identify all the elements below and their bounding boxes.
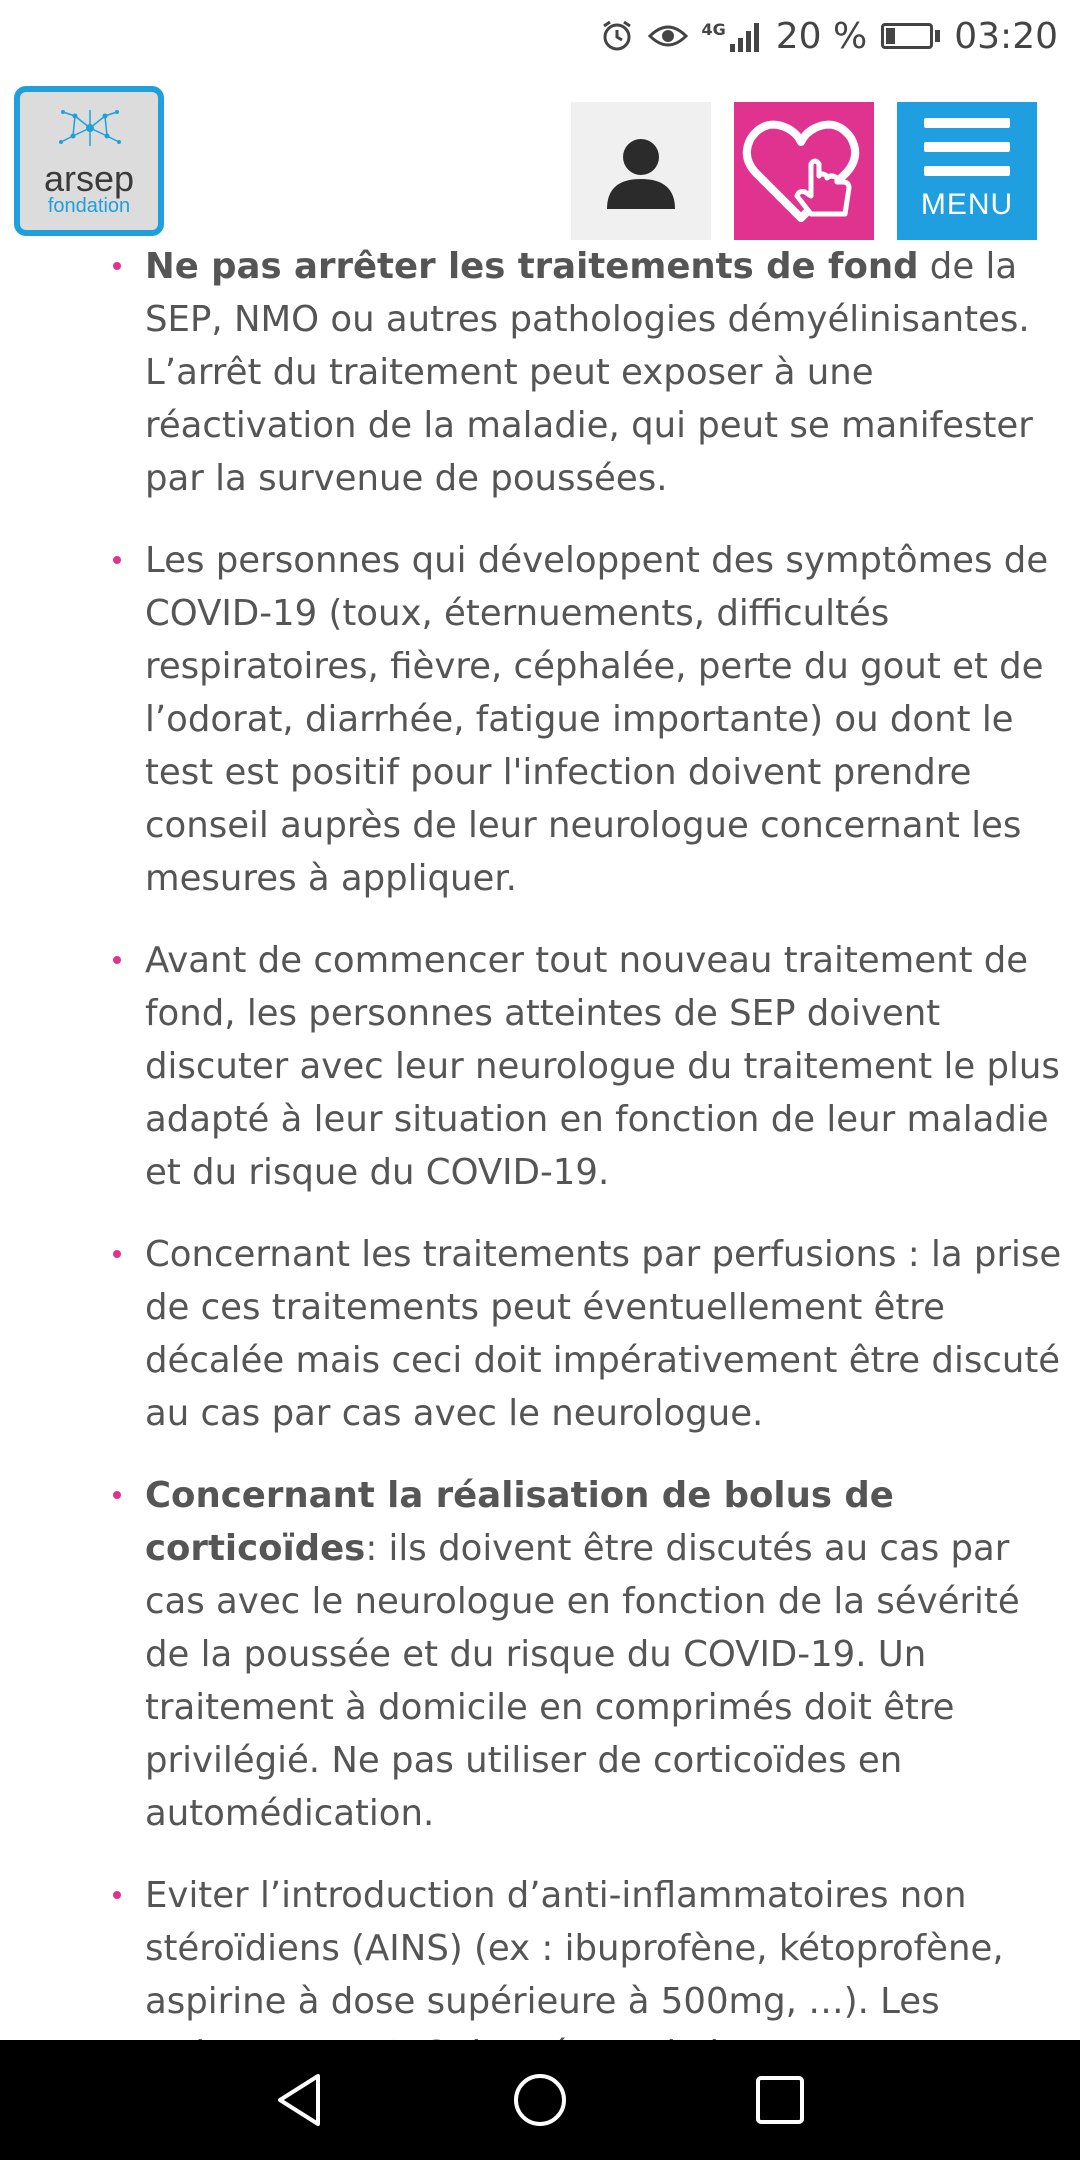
item-bold: Ne pas arrêter les traitements de fond (145, 246, 919, 287)
back-triangle-icon (274, 2072, 326, 2128)
back-button[interactable] (260, 2060, 340, 2140)
bullet-dot (113, 1891, 121, 1899)
network-type: 4G (701, 20, 726, 39)
bullet-dot (113, 1491, 121, 1499)
home-circle-icon (512, 2072, 568, 2128)
menu-label: MENU (920, 188, 1014, 221)
hamburger-icon (924, 118, 1010, 190)
eye-icon (648, 21, 688, 51)
bullet-dot (113, 262, 121, 270)
logo-name: arsep (43, 158, 135, 199)
item-bold: Concernant la réalisation de bolus de corticoïdes (145, 1475, 894, 1569)
item-text: : ils doivent être discutés au cas par cas avec le neurologue en fonction de la sévérité de la poussée et du risque du COVID-19. Un traitement à domicile en comprimés doit être privilégié. Ne pas utiliser de corticoïdes en automédication. (145, 1528, 1020, 1834)
advice-list (0, 240, 1080, 2081)
item-text: Concernant les traitements par perfusions : la prise de ces traitements peut éventuellement être décalée mais ceci doit impérativement être discuté au cas par cas avec le neurologue. (145, 1234, 1062, 1434)
bullet-dot (113, 956, 121, 964)
alarm-icon (600, 19, 634, 53)
list-item (0, 240, 1080, 505)
list-item (0, 534, 1080, 905)
neuron-icon (55, 106, 125, 150)
recents-button[interactable] (740, 2060, 820, 2140)
item-text: de la SEP, NMO ou autres pathologies démyélinisantes. L’arrêt du traitement peut exposer à une réactivation de la maladie, qui peut se manifester par la survenue de poussées. (145, 246, 1033, 499)
site-header (0, 80, 1080, 250)
list-item (0, 1228, 1080, 1440)
user-icon (599, 129, 683, 213)
system-nav-bar (0, 2040, 1080, 2160)
item-text: Avant de commencer tout nouveau traitement de fond, les personnes atteintes de SEP doivent discuter avec leur neurologue du traitement le plus adapté à leur situation en fonction de leur maladie et du risque du COVID-19. (145, 940, 1060, 1193)
item-text: Eviter l’introduction d’anti-inflammatoires non stéroïdiens (AINS) (ex : ibuprofène, kétoprofène, aspirine à dose supérieure à 500mg, …). Les (145, 1875, 1004, 2022)
menu-button[interactable] (897, 102, 1037, 240)
bullet-dot (113, 556, 121, 564)
clock: 03:20 (954, 15, 1058, 57)
battery-percent: 20 % (775, 15, 868, 57)
arsep-logo[interactable] (14, 86, 164, 236)
account-button[interactable] (571, 102, 711, 240)
recents-square-icon (754, 2074, 806, 2126)
list-item (0, 1469, 1080, 1840)
signal-icon (702, 20, 762, 52)
list-item (0, 934, 1080, 1199)
heart-hand-icon (741, 110, 867, 232)
donate-button[interactable] (734, 102, 874, 240)
bullet-dot (113, 1250, 121, 1258)
home-button[interactable] (500, 2060, 580, 2140)
battery-icon (881, 23, 940, 49)
article-content (0, 240, 1080, 2110)
item-text: Les personnes qui développent des symptômes de COVID-19 (toux, éternuements, difficultés respiratoires, fièvre, céphalée, perte du gout et de l’odorat, diarrhée, fatigue importante) ou dont le test est positif pour l'infection doivent prendre conseil auprès de leur neurologue concernant les mesures à appliquer. (145, 540, 1049, 899)
logo-subtitle: fondation (47, 195, 131, 217)
status-bar (0, 0, 1080, 72)
